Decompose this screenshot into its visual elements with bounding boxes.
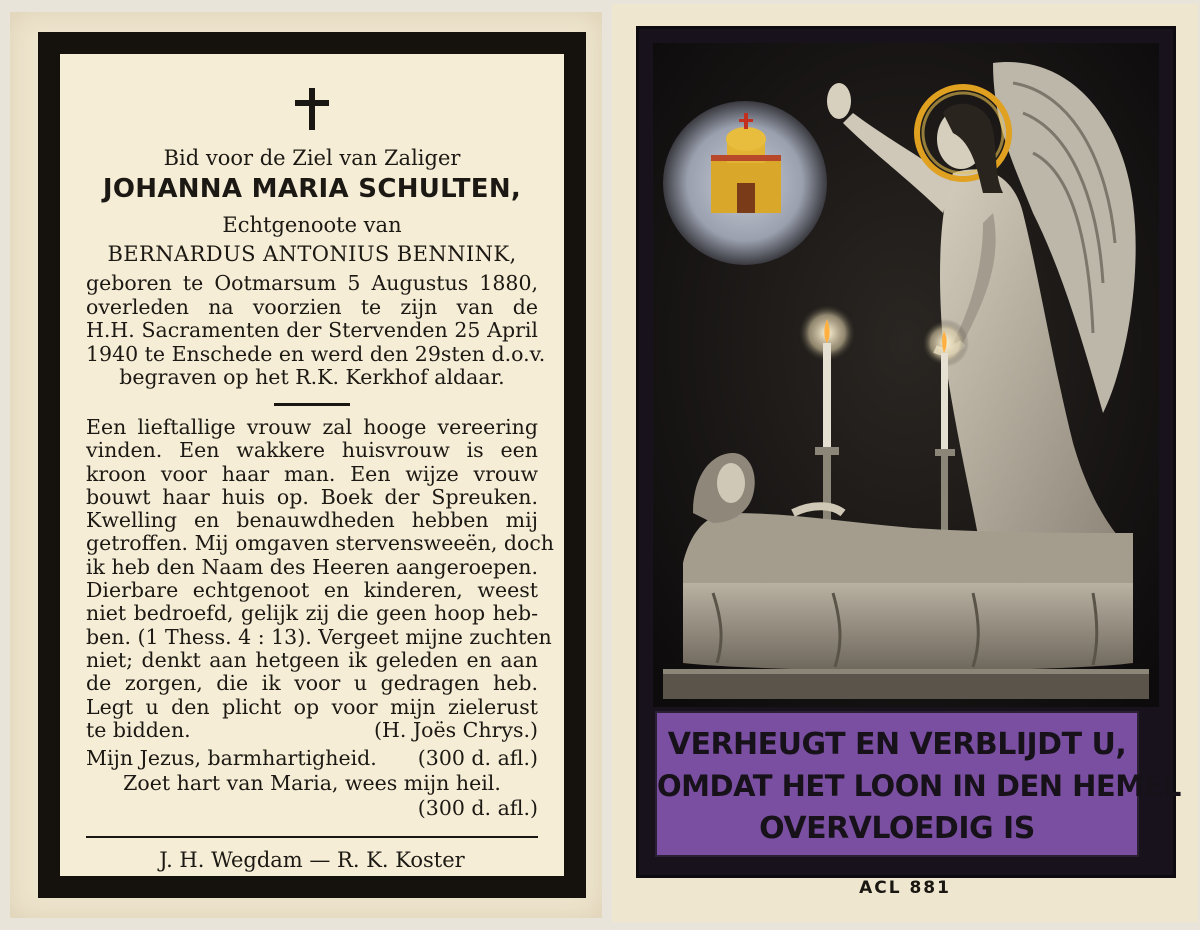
- cross-icon: [295, 88, 329, 130]
- text-line: bouwt haar huis op. Boek der Spreuken.: [86, 484, 538, 509]
- text-line: Kwelling en benauwdheden hebben mij: [86, 508, 538, 533]
- prayer-line: Zoet hart van Maria, wees mijn heil.: [123, 771, 501, 795]
- bier-icon: [663, 583, 1149, 699]
- memorial-card-text-side: [10, 12, 602, 918]
- memorial-card-image-side: [612, 4, 1198, 922]
- printer-credit: J. H. Wegdam — R. K. Koster: [159, 848, 465, 872]
- text-line: de zorgen, die ik voor u gedragen heb.: [86, 671, 538, 696]
- indulgence-note: (300 d. afl.): [417, 796, 538, 820]
- picture-frame: [636, 26, 1181, 878]
- intro-line: Bid voor de Ziel van Zaliger: [163, 146, 461, 170]
- text-line: niet bedroefd, gelijk zij die geen hoop heb-: [86, 601, 538, 626]
- banner-line: OVERVLOEDIG IS: [759, 811, 1035, 846]
- text-line: ben. (1 Thess. 4 : 13). Vergeet mijne zuchten: [86, 624, 552, 649]
- text-line: niet; denkt aan hetgeen ik geleden en aan: [86, 647, 538, 672]
- bio-line: begraven op het R.K. Kerkhof aldaar.: [119, 365, 505, 389]
- text-line-attribution: [86, 719, 538, 742]
- biography-block: [86, 271, 546, 390]
- deceased-name: JOHANNA MARIA SCHULTEN,: [102, 174, 522, 204]
- text-line: Legt u den plicht op voor mijn zielerust: [86, 694, 538, 719]
- bio-line: overleden na voorzien te zijn van de: [86, 294, 538, 319]
- indulgence-prayers: [86, 746, 538, 821]
- text-line: vinden. Een wakkere huisvrouw is een: [86, 438, 538, 463]
- text-line: ik heb den Naam des Heeren aangeroepen.: [86, 554, 539, 579]
- relation-line: Echtgenoote van: [222, 213, 402, 237]
- scripture-block: [86, 415, 554, 742]
- bio-line: geboren te Ootmarsum 5 Augustus 1880,: [86, 271, 538, 295]
- heavenly-jerusalem-icon: [663, 101, 827, 265]
- black-mourning-border: [38, 32, 586, 898]
- card-text-area: [86, 70, 554, 872]
- footer-divider: [86, 836, 538, 838]
- scripture-banner: [655, 711, 1181, 857]
- text-line: Dierbare echtgenoot en kinderen, weest: [86, 578, 538, 603]
- text-line: Een lieftallige vrouw zal hooge vereering: [86, 415, 538, 439]
- angel-deathbed-illustration: [653, 43, 1159, 707]
- attribution: (H. Joës Chrys.): [374, 717, 538, 742]
- prayer-text: Mijn Jezus, barmhartigheid.: [86, 746, 377, 770]
- banner-line: OMDAT HET LOON IN DEN HEMEL: [657, 769, 1181, 803]
- divider: [274, 403, 350, 406]
- banner-line: VERHEUGT EN VERBLIJDT U,: [667, 727, 1127, 762]
- text-line-end: te bidden.: [86, 717, 191, 742]
- bio-line: 1940 te Enschede en werd den 29sten d.o.v.: [86, 341, 546, 366]
- text-line: getroffen. Mij omgaven stervensweeën, doch: [86, 531, 554, 556]
- catalog-code: ACL 881: [859, 878, 951, 898]
- indulgence-note: (300 d. afl.): [417, 746, 538, 770]
- prayer-line: [86, 746, 538, 771]
- spouse-name: BERNARDUS ANTONIUS BENNINK,: [107, 242, 517, 266]
- text-line: kroon voor haar man. Een wijze vrouw: [86, 461, 538, 486]
- bio-line: H.H. Sacramenten der Stervenden 25 April: [86, 318, 538, 342]
